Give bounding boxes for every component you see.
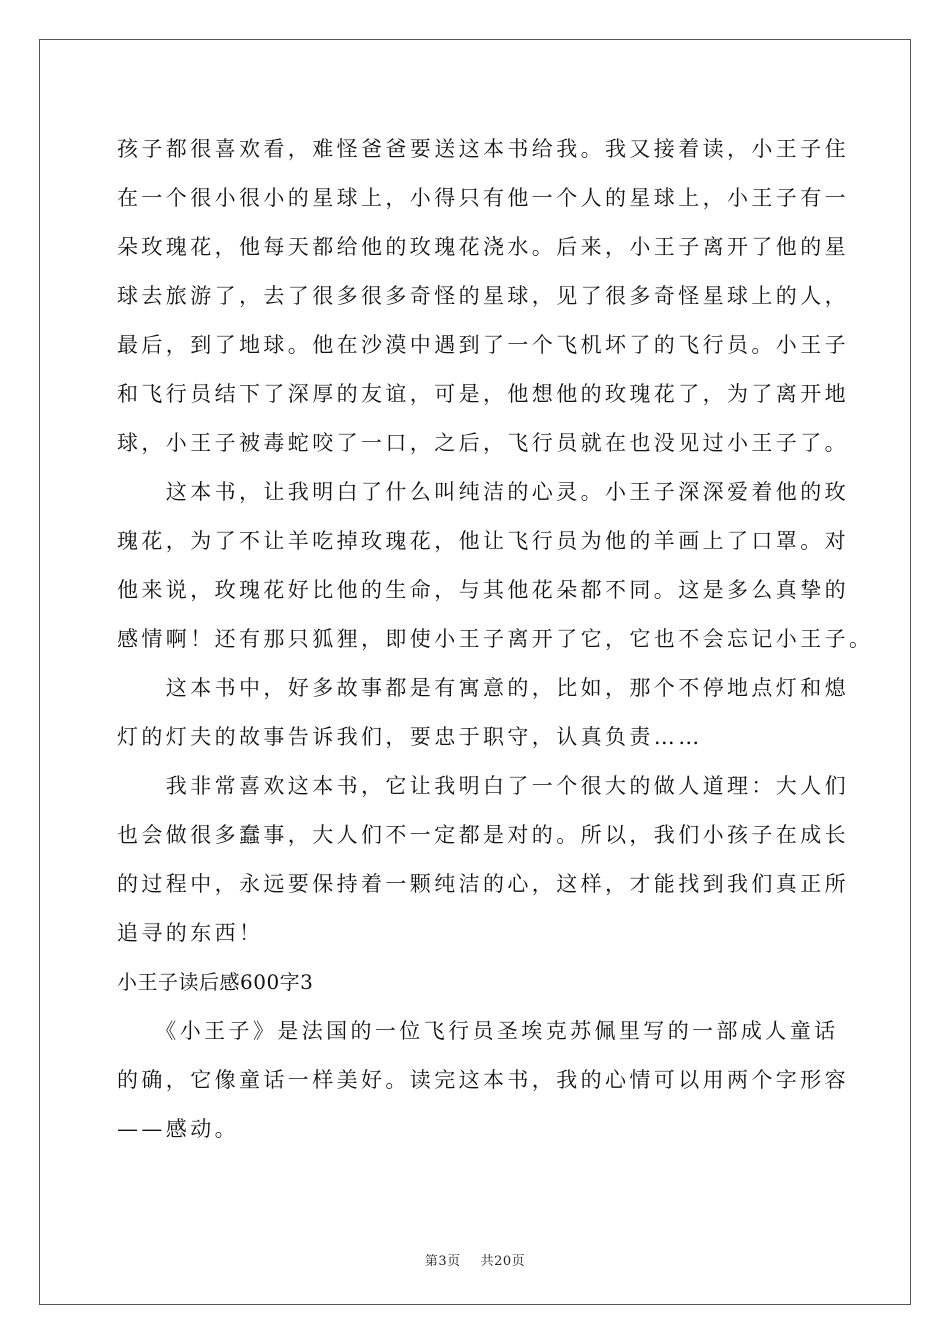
text-line: 感情啊！还有那只狐狸，即使小王子离开了它，它也不会忘记小王子。 xyxy=(117,627,874,651)
text-line: 追寻的东西！ xyxy=(117,921,264,945)
text-line: 《小王子》是法国的一位飞行员圣埃克苏佩里写的一部成人童话 xyxy=(117,1019,839,1043)
page-total: 共20页 xyxy=(480,1254,526,1269)
text-line: 在一个很小很小的星球上，小得只有他一个人的星球上，小王子有一 xyxy=(117,186,849,210)
text-line: 这本书中，好多故事都是有寓意的，比如，那个不停地点灯和熄 xyxy=(117,676,849,700)
text-line: 球去旅游了，去了很多很多奇怪的星球，见了很多奇怪星球上的人， xyxy=(117,284,849,308)
text-line: 球，小王子被毒蛇咬了一口，之后，飞行员就在也没见过小王子了。 xyxy=(117,431,849,455)
text-line: 的确，它像童话一样美好。读完这本书，我的心情可以用两个字形容 xyxy=(117,1068,849,1092)
text-line: 和飞行员结下了深厚的友谊，可是，他想他的玫瑰花了，为了离开地 xyxy=(117,382,849,406)
text-line: 这本书，让我明白了什么叫纯洁的心灵。小王子深深爱着他的玫 xyxy=(117,480,849,504)
text-line: 我非常喜欢这本书，它让我明白了一个很大的做人道理：大人们 xyxy=(117,774,849,798)
text-line: 也会做很多蠢事，大人们不一定都是对的。所以，我们小孩子在成长 xyxy=(117,823,849,847)
document-body xyxy=(117,125,874,1154)
section-heading: 小王子读后感600字3 xyxy=(117,970,314,994)
text-line: 灯的灯夫的故事告诉我们，要忠于职守，认真负责…… xyxy=(117,725,703,749)
text-line: 朵玫瑰花，他每天都给他的玫瑰花浇水。后来，小王子离开了他的星 xyxy=(117,235,849,259)
text-line: 他来说，玫瑰花好比他的生命，与其他花朵都不同。这是多么真挚的 xyxy=(117,578,849,602)
text-line: 最后，到了地球。他在沙漠中遇到了一个飞机坏了的飞行员。小王子 xyxy=(117,333,849,357)
text-line: 的过程中，永远要保持着一颗纯洁的心，这样，才能找到我们真正所 xyxy=(117,872,849,896)
page-number: 第3页 xyxy=(424,1254,461,1269)
text-line: 瑰花，为了不让羊吃掉玫瑰花，他让飞行员为他的羊画上了口罩。对 xyxy=(117,529,849,553)
text-line: ——感动。 xyxy=(117,1117,239,1141)
page-footer xyxy=(0,1250,950,1269)
text-line: 孩子都很喜欢看，难怪爸爸要送这本书给我。我又接着读，小王子住 xyxy=(117,137,849,161)
